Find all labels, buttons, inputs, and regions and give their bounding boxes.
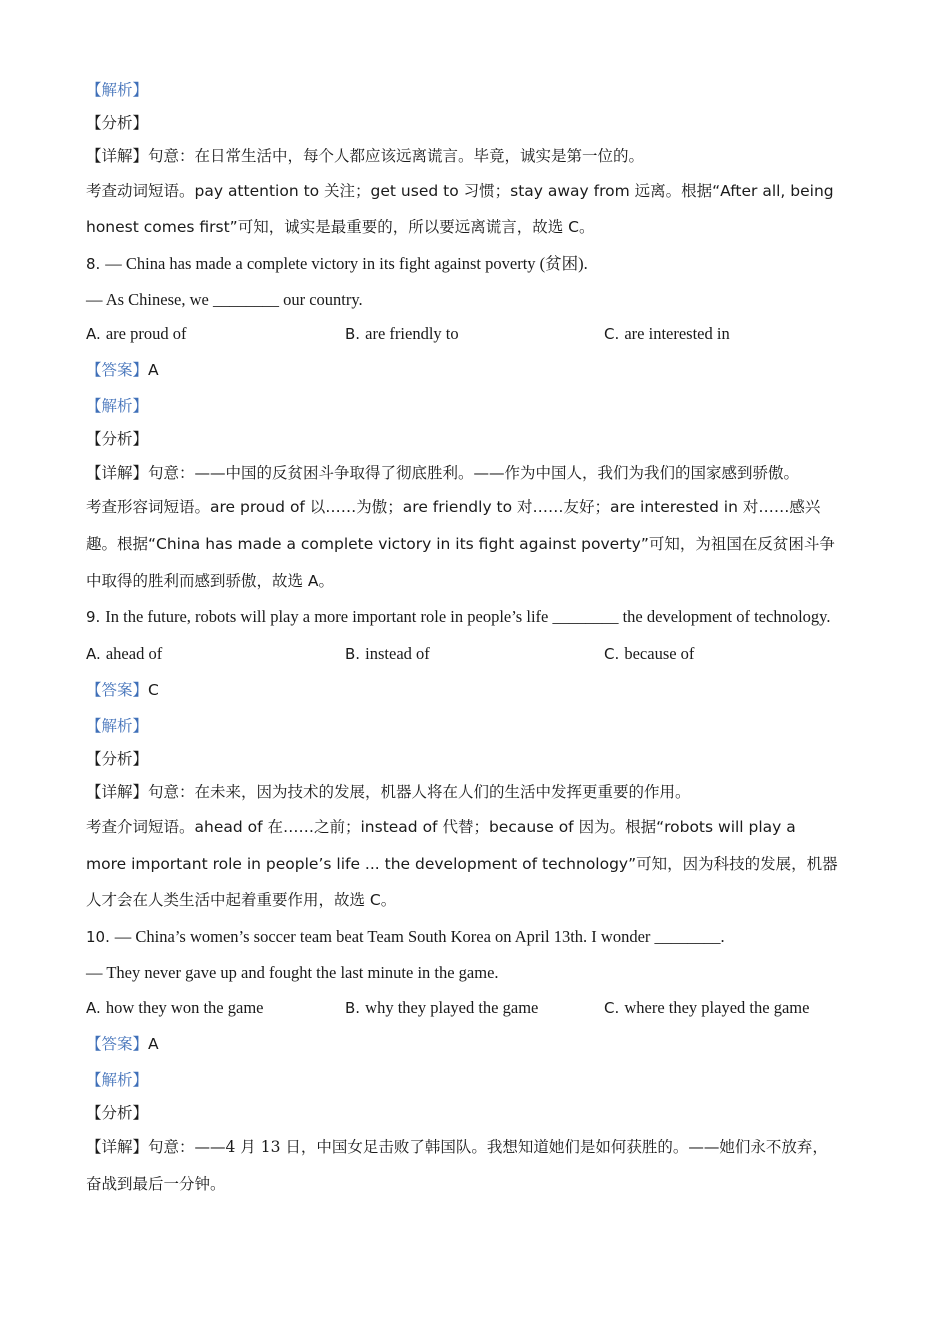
analysis-tag bbox=[86, 79, 148, 101]
q8-answer: 【答案】A bbox=[86, 361, 159, 379]
q10-stem-line2: — They never gave up and fought the last minute in the game. bbox=[86, 963, 499, 982]
q10-fenxi-tag: 【分析】 bbox=[86, 1104, 149, 1122]
q8-jiexi-tag: 【解析】 bbox=[86, 397, 149, 415]
q8-explain-line1: 考查形容词短语。are proud of 以……为傲；are friendly to 对……友好；are interested in 对……感兴 bbox=[86, 498, 821, 516]
q8-option-b[interactable]: B. are friendly to bbox=[345, 324, 459, 343]
q9-answer: 【答案】C bbox=[86, 681, 159, 699]
q10-option-b[interactable]: B. why they played the game bbox=[345, 998, 539, 1017]
q10-answer: 【答案】A bbox=[86, 1035, 159, 1053]
q9-option-c[interactable]: C. because of bbox=[604, 644, 695, 663]
q8-option-c[interactable]: C. are interested in bbox=[604, 324, 730, 343]
q8-detail: 【详解】句意：——中国的反贫困斗争取得了彻底胜利。——作为中国人，我们为我们的国家感到骄傲。 bbox=[86, 464, 800, 482]
q9-explain-line2: more important role in people’s life ... the development of technology”可知，因为科技的发展，机器 bbox=[86, 855, 838, 873]
q8-fenxi-tag: 【分析】 bbox=[86, 430, 149, 448]
q9-explain-line1: 考查介词短语。ahead of 在……之前；instead of 代替；because of 因为。根据“robots will play a bbox=[86, 818, 796, 836]
q7-detail: 【详解】句意：在日常生活中，每个人都应该远离谎言。毕竟，诚实是第一位的。 bbox=[86, 147, 645, 165]
q9-jiexi-tag: 【解析】 bbox=[86, 717, 149, 735]
q10-detail: 【详解】句意：——4 月 13 日，中国女足击败了韩国队。我想知道她们是如何获胜的。——她们永不放弃， bbox=[86, 1138, 828, 1156]
q8-explain-line2: 趣。根据“China has made a complete victory in its fight against poverty”可知，为祖国在反贫困斗争 bbox=[86, 535, 835, 553]
q7-explain-line2: honest comes first”可知，诚实是最重要的，所以要远离谎言，故选 C。 bbox=[86, 218, 595, 236]
q10-option-c[interactable]: C. where they played the game bbox=[604, 998, 810, 1017]
q8-option-a[interactable]: A. are proud of bbox=[86, 324, 187, 343]
jiexi-label: 【解析】 bbox=[86, 81, 149, 99]
q10-option-a[interactable]: A. how they won the game bbox=[86, 998, 264, 1017]
q8-stem-line2: — As Chinese, we ________ our country. bbox=[86, 290, 363, 309]
q7-explain-line1: 考查动词短语。pay attention to 关注；get used to 习惯；stay away from 远离。根据“After all, being bbox=[86, 182, 834, 200]
q9-fenxi-tag: 【分析】 bbox=[86, 750, 149, 768]
q10-stem-line1: 10. — China’s women’s soccer team beat Team South Korea on April 13th. I wonder ________. bbox=[86, 927, 725, 946]
q10-detail-line2: 奋战到最后一分钟。 bbox=[86, 1175, 226, 1193]
q9-explain-line3: 人才会在人类生活中起着重要作用，故选 C。 bbox=[86, 891, 397, 909]
q10-jiexi-tag: 【解析】 bbox=[86, 1071, 149, 1089]
q9-stem-line1: 9. In the future, robots will play a more important role in people’s life ________ the development of technology. bbox=[86, 607, 831, 626]
q9-option-b[interactable]: B. instead of bbox=[345, 644, 430, 663]
q8-explain-line3: 中取得的胜利而感到骄傲，故选 A。 bbox=[86, 572, 335, 590]
q9-detail: 【详解】句意：在未来，因为技术的发展，机器人将在人们的生活中发挥更重要的作用。 bbox=[86, 783, 691, 801]
q9-option-a[interactable]: A. ahead of bbox=[86, 644, 163, 663]
q8-stem-line1: 8. — China has made a complete victory in its fight against poverty (贫困). bbox=[86, 254, 588, 273]
fenxi-tag: 【分析】 bbox=[86, 114, 149, 132]
